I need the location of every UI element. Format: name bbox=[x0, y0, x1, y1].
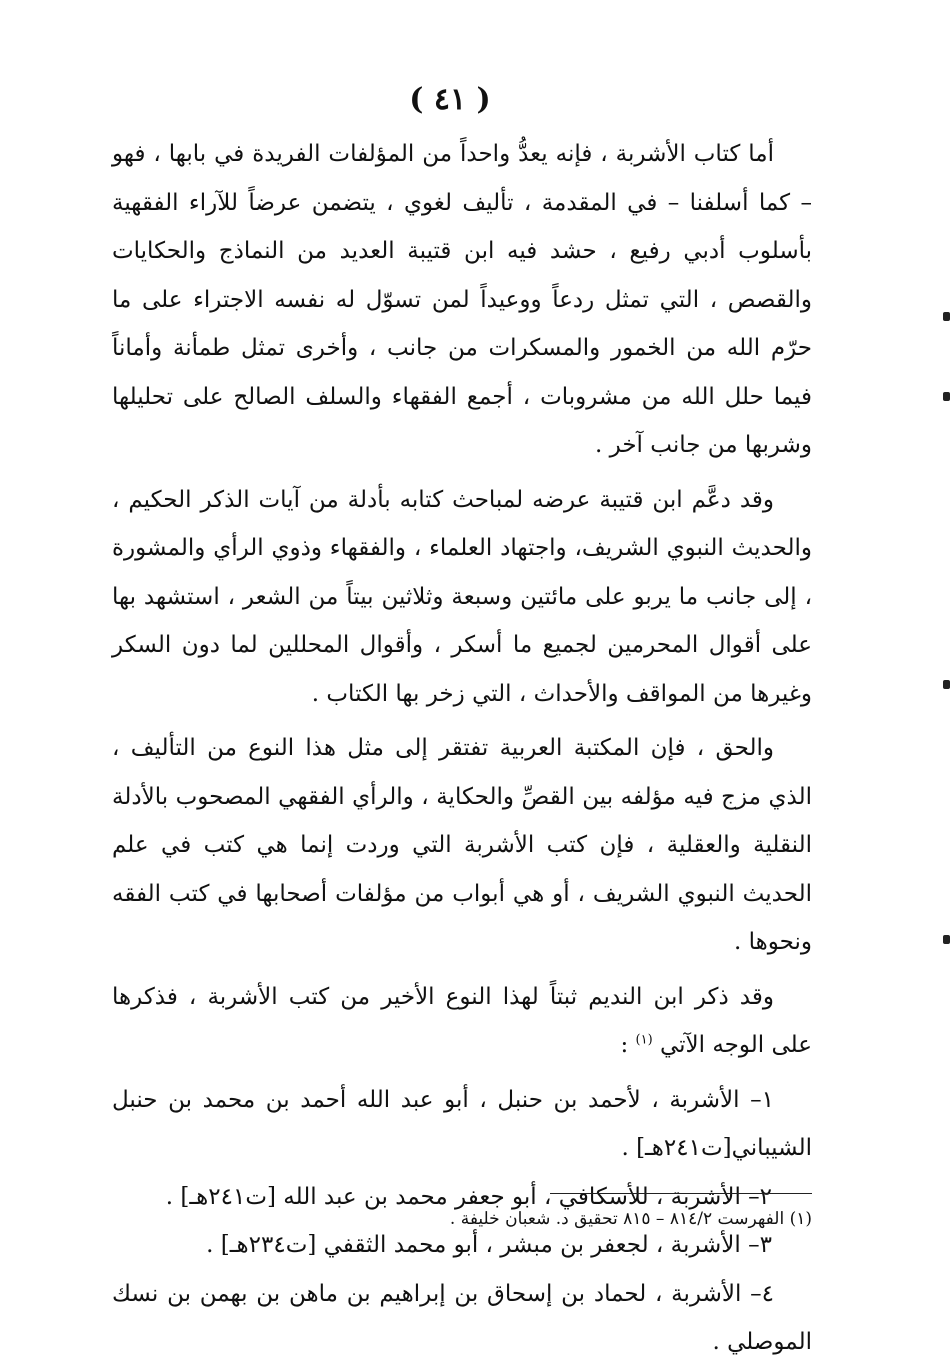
footnote: (١) الفهرست ٨١٤/٢ – ٨١٥ تحقيق د. شعبان خليفة . bbox=[449, 1209, 812, 1229]
paragraph-2: وقد دعَّم ابن قتيبة عرضه لمباحث كتابه بأدلة من آيات الذكر الحكيم ، والحديث النبوي الشريف، واجتهاد العلماء ، والفقهاء وذوي الرأي والمشورة ، إلى جانب ما يربو على مائتين وسبعة وثلاثين بيتاً من الشعر ، استشهد بها على أقوال المحرمين لجميع ما أسكر ، وأقوال المحللين لما دون السكر وغيرها من المواقف والأحداث ، التي زخر بها الكتاب . bbox=[112, 486, 812, 707]
list-item: ٢– الأشربة ، للأسكافي ، أبو جعفر محمد بن عبد الله [ت٢٤١هـ] . bbox=[165, 1183, 772, 1210]
binding-mark bbox=[943, 680, 950, 689]
list-item: ٤– الأشربة ، لحماد بن إسحاق بن إبراهيم بن ماهن بن بهمن بن نسك الموصلي . bbox=[112, 1280, 812, 1355]
page-number: ( ٤١ ) bbox=[409, 82, 491, 117]
binding-mark bbox=[943, 392, 950, 401]
list-item: ١– الأشربة ، لأحمد بن حنبل ، أبو عبد الله أحمد بن محمد بن حنبل الشيباني[ت٢٤١هـ] . bbox=[112, 1086, 812, 1161]
list-item: ٣– الأشربة ، لجعفر بن مبشر ، أبو محمد الثقفي [ت٢٣٤هـ] . bbox=[206, 1232, 772, 1258]
paragraph-3: والحق ، فإن المكتبة العربية تفتقر إلى مثل هذا النوع من التأليف ، الذي مزج فيه مؤلفه بين القصِّ والحكاية ، والرأي الفقهي المصحوب بالأدلة النقلية والعقلية ، فإن كتب الأشربة التي وردت إنما هي كتب في علم الحديث النبوي الشريف ، أو هي أبواب من مؤلفات أصحابها في كتب الفقه ونحوها . bbox=[112, 735, 812, 955]
binding-mark bbox=[943, 312, 950, 321]
footnote-divider bbox=[550, 1193, 812, 1194]
paragraph-4-text: وقد ذكر ابن النديم ثبتاً لهذا النوع الأخير من كتب الأشربة ، فذكرها على الوجه الآتي bbox=[112, 983, 812, 1058]
footnote-reference: (١) bbox=[635, 1032, 653, 1048]
paragraph-1: أما كتاب الأشربة ، فإنه يعدُّ واحداً من المؤلفات الفريدة في بابها ، فهو – كما أسلفنا – في المقدمة ، تأليف لغوي ، يتضمن عرضاً للآراء الفقهية بأسلوب أدبي رفيع ، حشد فيه ابن قتيبة العديد من النماذج والحكايات والقصص ، التي تمثل ردعاً ووعيداً لمن تسوّل له نفسه الاجتراء على ما حرّم الله من الخمور والمسكرات من جانب ، وأخرى تمثل طمأنة وأماناً فيما حلل الله من مشروبات ، أجمع الفقهاء والسلف الصالح على تحليلها وشربها من جانب آخر . bbox=[112, 141, 812, 458]
body-text bbox=[112, 130, 812, 1367]
paragraph-4 bbox=[112, 973, 812, 1070]
binding-mark bbox=[943, 935, 950, 944]
paragraph-4-tail: : bbox=[620, 1032, 636, 1058]
